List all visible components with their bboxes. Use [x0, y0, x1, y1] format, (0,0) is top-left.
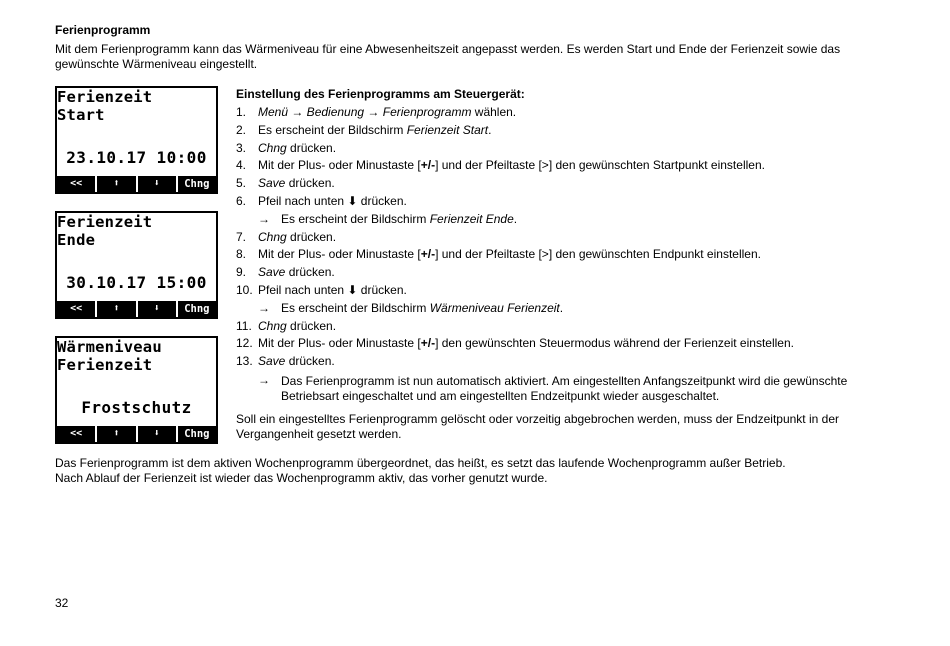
arrow-down-key: ⬇ [138, 301, 176, 317]
step-number: 2. [236, 122, 247, 137]
step-text: Mit der Plus- oder Minustaste [ [258, 247, 421, 262]
step-number: 3. [236, 140, 247, 155]
step-text: Es erscheint der Bildschirm [258, 122, 407, 137]
step-text: ] und der Pfeiltaste [>] den gewünschten Endpunkt einstellen. [435, 247, 761, 262]
result-arrow-icon: → [258, 300, 270, 315]
step-text: drücken. [286, 229, 337, 244]
plus-minus-key: +/- [420, 158, 436, 173]
plus-minus-key: +/- [420, 336, 436, 351]
lcd-line-2: Ferienzeit [57, 356, 153, 374]
step-number: 4. [236, 158, 247, 173]
step-text: Pfeil nach unten [258, 193, 348, 208]
key-name: Chng [258, 229, 287, 244]
menu-path: Menü → Bedienung → Ferienprogramm [258, 105, 472, 119]
lcd-line-1: Ferienzeit [57, 88, 153, 106]
lcd-screen-ferienzeit-start [55, 86, 218, 194]
step-text: drücken. [285, 354, 335, 369]
step-1 [236, 104, 906, 122]
result-text: Es erscheint der Bildschirm [281, 211, 430, 226]
step-number: 13. [236, 354, 253, 369]
key-name: Save [258, 176, 286, 191]
step-number: 9. [236, 265, 247, 280]
step-8 [236, 246, 906, 264]
footer-line-2: Nach Ablauf der Ferienzeit ist wieder das Wochenprogramm aktiv, das vorher genutzt wurde. [55, 471, 548, 485]
lcd-screen-ferienzeit-ende [55, 211, 218, 319]
arrow-up-key: ⬆ [97, 176, 135, 192]
key-name: Chng [258, 140, 287, 155]
arrow-up-key: ⬆ [97, 301, 135, 317]
back-key: << [57, 176, 95, 192]
step-text: drücken. [286, 318, 337, 333]
lcd-value: Frostschutz [81, 398, 192, 417]
section-heading: Ferienprogramm [55, 23, 151, 37]
step-number: 1. [236, 105, 247, 119]
step-text: Mit der Plus- oder Minustaste [ [258, 158, 421, 173]
step-2 [236, 122, 906, 140]
arrow-up-key: ⬆ [97, 426, 135, 442]
step-text: Mit der Plus- oder Minustaste [ [258, 336, 421, 351]
lcd-line-1: Wärmeniveau [57, 338, 162, 356]
screen-name: Wärmeniveau Ferienzeit [429, 300, 560, 315]
arrow-down-key: ⬇ [138, 176, 176, 192]
key-name: Chng [258, 318, 287, 333]
instructions-heading: Einstellung des Ferienprogramms am Steuergerät: [236, 87, 525, 101]
step-5 [236, 175, 906, 193]
arrow-down-key: ⬇ [138, 426, 176, 442]
step-10 [236, 282, 906, 300]
footer-line-1: Das Ferienprogramm ist dem aktiven Wochenprogramm übergeordnet, das heißt, es setzt das laufende Wochenprogramm außer Betrieb. [55, 456, 786, 470]
step-text: drücken. [285, 176, 335, 191]
lcd-softkey-bar [57, 426, 216, 442]
step-6-result [236, 211, 906, 229]
step-text: Pfeil nach unten [258, 282, 348, 297]
step-text: wählen. [471, 105, 517, 119]
step-11 [236, 318, 906, 336]
step-7 [236, 229, 906, 247]
note-paragraph: Soll ein eingestelltes Ferienprogramm gelöscht oder vorzeitig abgebrochen werden, muss der Endzeitpunkt in der Vergangenheit gesetzt werden. [236, 412, 839, 441]
step-9 [236, 264, 906, 282]
key-name: Save [258, 354, 286, 369]
step-6 [236, 193, 906, 211]
step-3 [236, 140, 906, 158]
step-4 [236, 157, 906, 175]
step-number: 7. [236, 229, 247, 244]
chng-key: Chng [178, 426, 216, 442]
footer-paragraph [55, 456, 915, 486]
step-text: drücken. [285, 265, 335, 280]
step-number: 5. [236, 176, 247, 191]
result-arrow-icon: → [258, 372, 270, 387]
step-number: 12. [236, 336, 253, 351]
step-text: ] und der Pfeiltaste [>] den gewünschten Startpunkt einstellen. [435, 158, 765, 173]
plus-minus-key: +/- [420, 247, 436, 262]
step-text: ] den gewünschten Steuermodus während der Ferienzeit einstellen. [435, 336, 794, 351]
screen-name: Ferienzeit Start [406, 122, 489, 137]
step-13 [236, 353, 906, 371]
result-text: Es erscheint der Bildschirm [281, 300, 430, 315]
back-key: << [57, 426, 95, 442]
intro-paragraph: Mit dem Ferienprogramm kann das Wärmeniveau für eine Abwesenheitszeit angepasst werden. Es werden Start und Ende der Ferienzeit sowie das gewünschte Wärmeniveau eingestellt. [55, 42, 841, 71]
instruction-steps [236, 104, 906, 404]
lcd-line-2: Start [57, 106, 105, 124]
lcd-softkey-bar [57, 176, 216, 192]
step-number: 8. [236, 247, 247, 262]
key-name: Save [258, 265, 286, 280]
step-number: 11. [236, 318, 252, 333]
step-text: drücken. [357, 193, 407, 208]
back-key: << [57, 301, 95, 317]
step-number: 6. [236, 193, 247, 208]
lcd-line-1: Ferienzeit [57, 213, 153, 231]
lcd-value: 23.10.17 10:00 [66, 148, 207, 167]
step-number: 10. [236, 282, 253, 297]
chng-key: Chng [178, 301, 216, 317]
arrow-down-icon: ⬇ [347, 282, 358, 297]
lcd-value: 30.10.17 15:00 [66, 273, 207, 292]
step-text: . [488, 122, 492, 137]
screen-name: Ferienzeit Ende [429, 211, 514, 226]
result-text: . [513, 211, 518, 226]
step-text: drücken. [286, 140, 337, 155]
step-12 [236, 335, 906, 353]
page-number: 32 [55, 596, 69, 610]
step-10-result [236, 300, 906, 318]
step-13-result [236, 371, 906, 404]
lcd-line-2: Ende [57, 231, 96, 249]
result-arrow-icon: → [258, 211, 270, 226]
step-text: drücken. [357, 282, 407, 297]
result-text: . [559, 300, 564, 315]
chng-key: Chng [178, 176, 216, 192]
arrow-down-icon: ⬇ [347, 193, 358, 208]
lcd-screen-waermeniveau [55, 336, 218, 444]
lcd-softkey-bar [57, 301, 216, 317]
result-text: Das Ferienprogramm ist nun automatisch aktiviert. Am eingestellten Anfangszeitpunkt wird die gewünschte Betriebsart eingeschaltet und am eingestellten Endzeitpunkt wieder ausgeschaltet. [281, 373, 848, 403]
